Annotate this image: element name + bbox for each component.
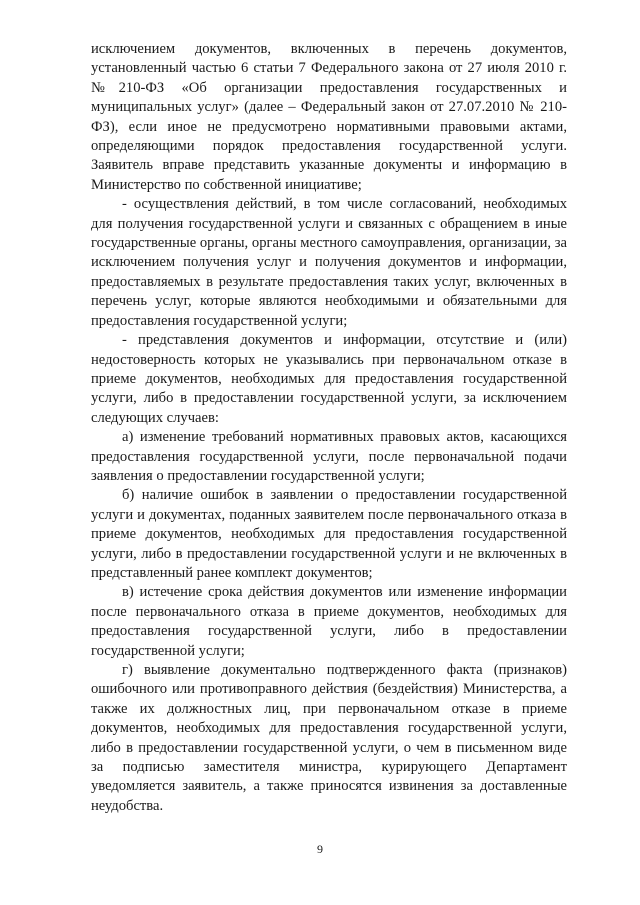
paragraph-item: - представления документов и информации, отсутствие и (или) недостоверность которых не указывались при первоначальном отказе в приеме документов, необходимых для предоставления государственной услуги, либо в предоставлении государственной услуги, за исключением следующих случаев: xyxy=(91,332,567,426)
paragraph-continuation: исключением документов, включенных в перечень документов, установленный частью 6 статьи 7 Федерального закона от 27 июля 2010 г. №210-ФЗ «Об организации предоставления государственных и муниципальных услуг» (далее – Федеральный закон от 27.07.2010 № 210-ФЗ), если иное не предусмотрено нормативными правовыми актами, определяющими порядок предоставления государственной услуги. Заявитель вправе представить указанные документы и информацию в Министерство по собственной инициативе; xyxy=(91,41,567,193)
paragraph-subitem-v: в) истечение срока действия документов или изменение информации после первоначального отказа в приеме документов, необходимых для предоставления государственной услуги, либо в предоставлении государственной услуги; xyxy=(91,584,567,659)
paragraph-item: - осуществления действий, в том числе согласований, необходимых для получения государственной услуги и связанных с обращением в иные государственные органы, органы местного самоуправления, организации, за исключением получения услуг и получения документов и информации, предоставляемых в результате предоставления таких услуг, включенных в перечень услуг, которые являются необходимыми и обязательными для предоставления государственной услуги; xyxy=(91,196,567,329)
paragraph-subitem-b: б) наличие ошибок в заявлении о предоставлении государственной услуги и документах, поданных заявителем после первоначального отказа в приеме документов, необходимых для предоставления государственной услуги, либо в предоставлении государственной услуги и не включенных в представленный ранее комплект документов; xyxy=(91,487,567,581)
paragraph-subitem-g: г) выявление документально подтвержденного факта (признаков) ошибочного или противоправного действия (бездействия) Министерства, а также их должностных лиц, при первоначальном отказе в приеме документов, необходимых для предоставления государственной услуги, либо в предоставлении государственной услуги, о чем в письменном виде за подписью заместителя министра, курирующего Департамент уведомляется заявитель, а также приносятся извинения за доставленные неудобства. xyxy=(91,662,567,814)
page-number: 9 xyxy=(317,842,323,856)
paragraph-subitem-a: а) изменение требований нормативных правовых актов, касающихся предоставления государственной услуги, после первоначальной подачи заявления о предоставлении государственной услуги; xyxy=(91,429,567,484)
body-text xyxy=(91,40,567,816)
